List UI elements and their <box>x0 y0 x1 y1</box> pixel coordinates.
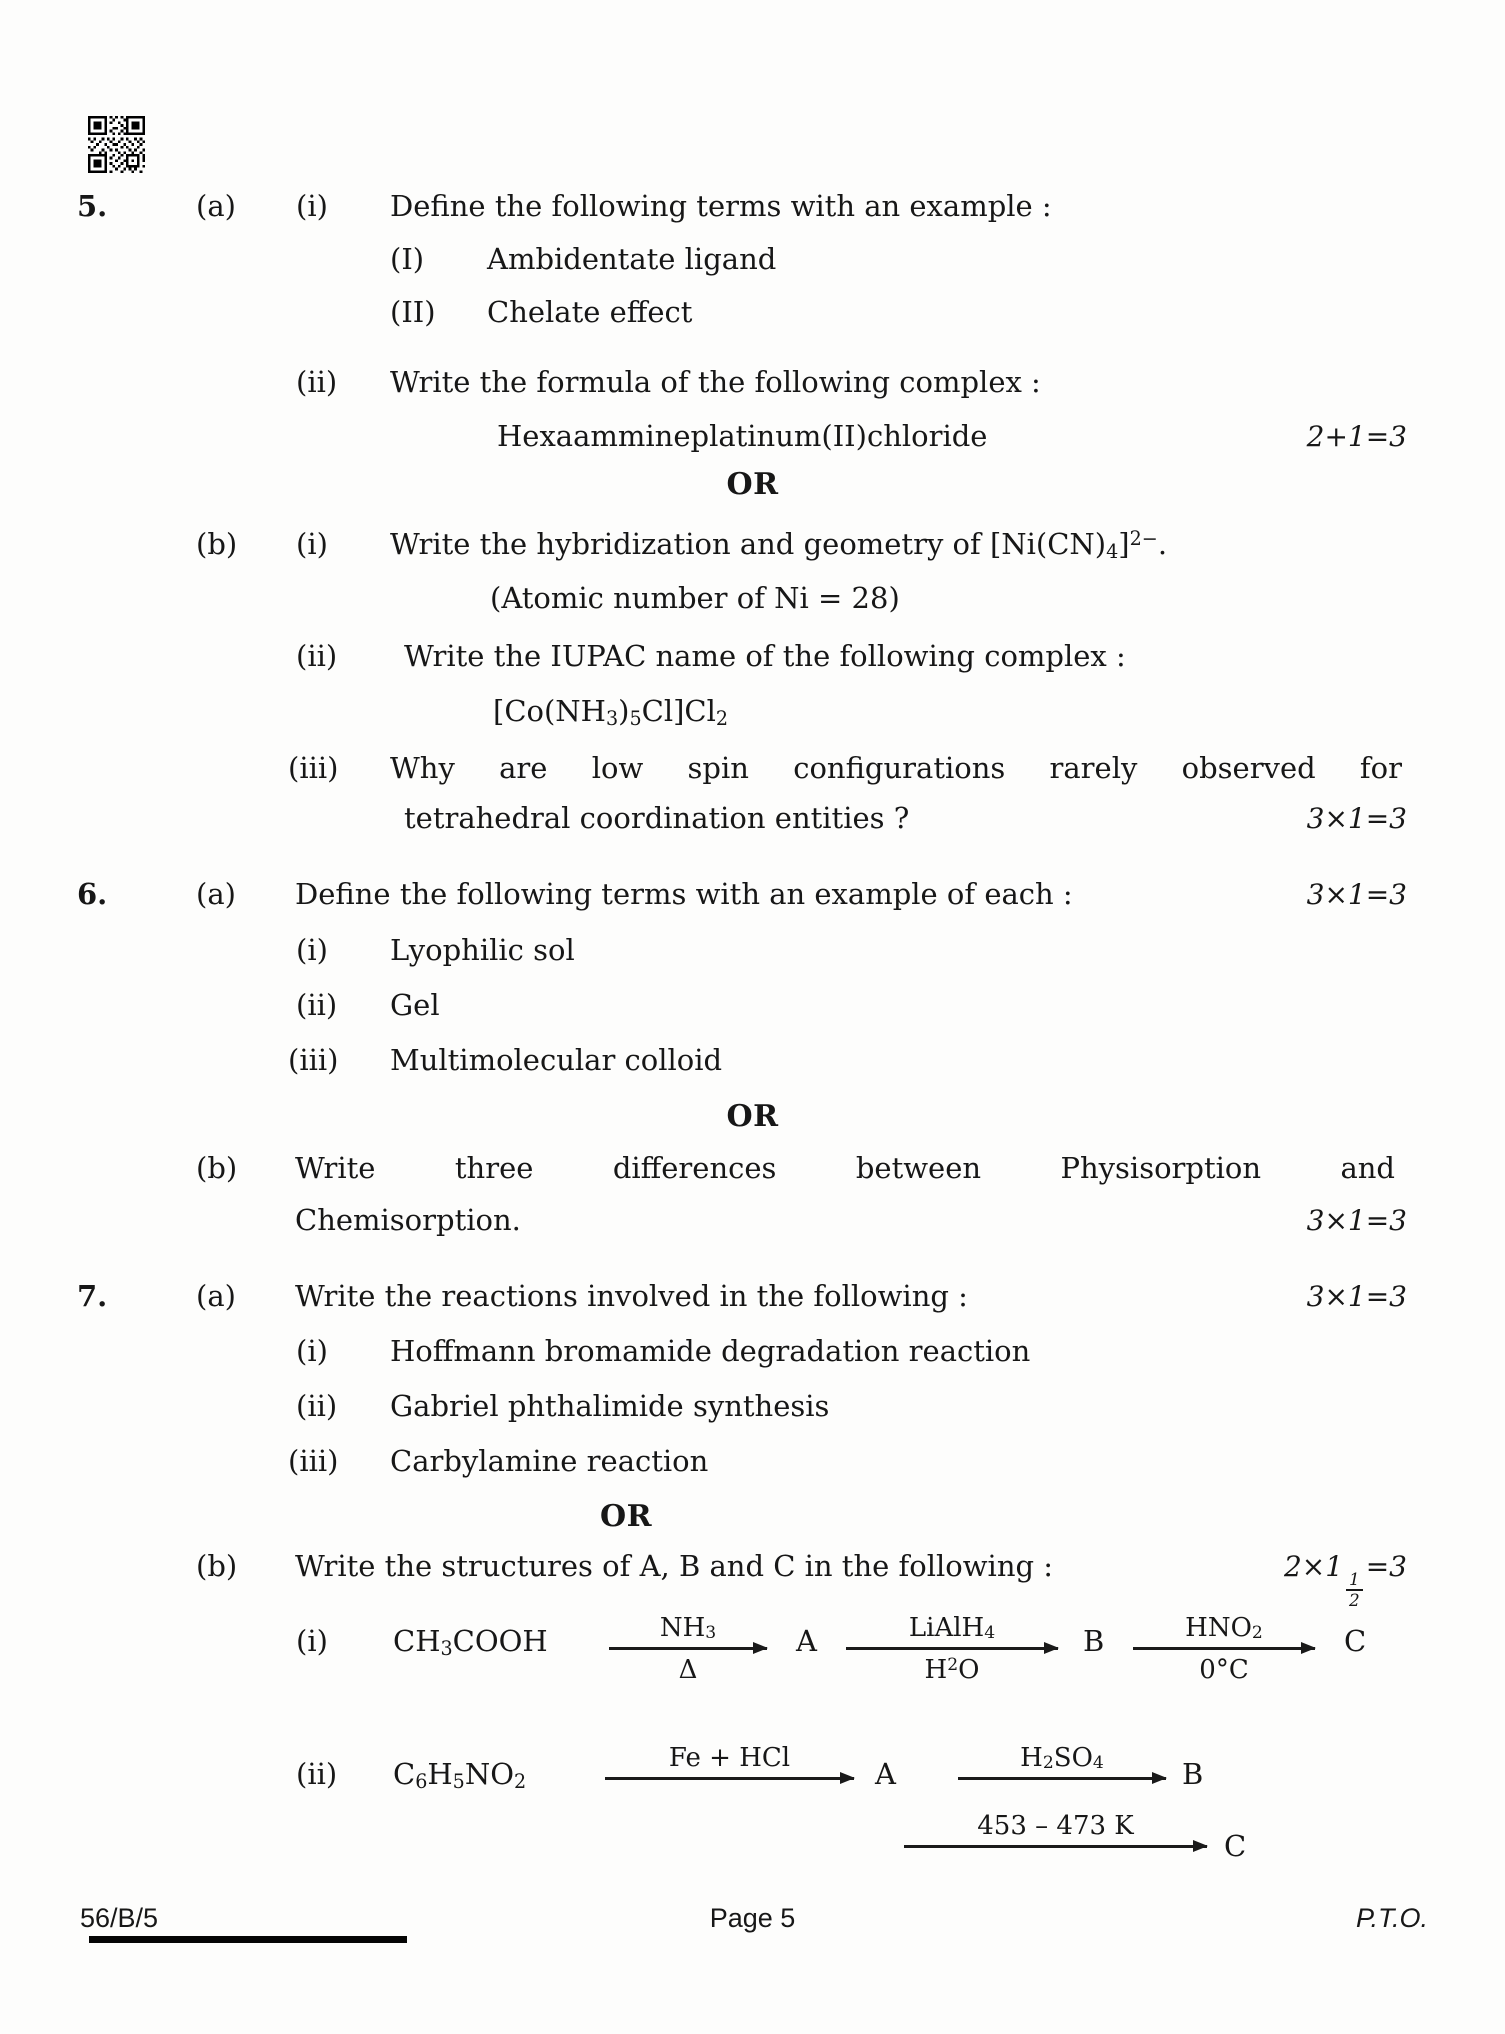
arrow-top-label: 453 – 473 K <box>977 1811 1134 1841</box>
arrow-bottom-label: Δ <box>678 1655 698 1685</box>
q6b-marks: 3×1=3 <box>1306 1204 1407 1237</box>
q6b-line1: Write three differences between Physisorption and <box>295 1151 1395 1185</box>
q7-or-separator: OR <box>600 1499 653 1534</box>
arrow-top-label: LiAlH 4 <box>908 1613 996 1643</box>
qr-code <box>88 116 145 173</box>
q7a-label: (a) <box>196 1279 236 1313</box>
arrow-top-label: HNO 2 <box>1185 1613 1263 1643</box>
arrow-line <box>609 1647 767 1650</box>
q5a-i-text: Define the following terms with an example : <box>390 189 1052 223</box>
reaction-arrow-fe-hcl <box>605 1736 854 1780</box>
arrow-line <box>958 1777 1166 1780</box>
q7a-text: Write the reactions involved in the following : <box>295 1279 968 1313</box>
q7a-i-label: (i) <box>296 1334 328 1368</box>
q5b-i-label: (i) <box>296 527 328 561</box>
q7a-marks: 3×1=3 <box>1306 1280 1407 1313</box>
pto-label: P.T.O. <box>1355 1903 1428 1933</box>
q6a-text: Define the following terms with an example of each : <box>295 877 1073 911</box>
arrow-bottom-label: H 2 O <box>924 1655 980 1685</box>
q5-or-separator: OR <box>726 467 779 502</box>
q6a-ii-text: Gel <box>390 988 440 1022</box>
q5a-I-label: (I) <box>390 242 425 276</box>
q5a-I-text: Ambidentate ligand <box>487 242 777 276</box>
q5b-marks: 3×1=3 <box>1306 802 1407 835</box>
q5b-i-note: (Atomic number of Ni = 28) <box>490 581 900 615</box>
q6b-line2: Chemisorption. <box>295 1203 521 1237</box>
arrow-line <box>605 1777 854 1780</box>
q5a-i-label: (i) <box>296 189 328 223</box>
q5b-label: (b) <box>196 527 238 561</box>
q6a-iii-text: Multimolecular colloid <box>390 1043 723 1077</box>
reaction-arrow-hno2 <box>1133 1606 1315 1685</box>
q5a-ii-label: (ii) <box>296 365 338 399</box>
q7b-marks: 2×1 $\frac{1}{2}$ =3 <box>1283 1550 1407 1610</box>
q6a-label: (a) <box>196 877 236 911</box>
arrow-line <box>904 1845 1207 1848</box>
q5a-ii-text: Write the formula of the following complex : <box>390 365 1041 399</box>
reactant-c6h5no2: C6H5NO2 <box>393 1757 527 1794</box>
arrow-bottom-label: 0°C <box>1199 1655 1249 1685</box>
reaction-arrow-lialh4 <box>846 1606 1058 1685</box>
q5a-complex-name: Hexaammineplatinum(II)chloride <box>497 419 988 453</box>
arrow-top-label: H 2 SO 4 <box>1020 1743 1104 1773</box>
q5b-ii-text: Write the IUPAC name of the following complex : <box>404 639 1126 673</box>
paper-code: 56/B/5 <box>80 1903 159 1933</box>
q5a-marks: 2+1=3 <box>1306 420 1407 453</box>
q7b-i-label: (i) <box>296 1624 328 1658</box>
arrow-top-label: Fe + HCl <box>668 1743 791 1773</box>
q6a-i-label: (i) <box>296 933 328 967</box>
ni-complex-formula: $[Ni(CN)4]^{2-}$. <box>989 527 1168 564</box>
q6b-label: (b) <box>196 1151 238 1185</box>
page-number: Page 5 <box>709 1903 796 1933</box>
half-fraction: $\frac{1}{2}$ <box>1346 1570 1363 1610</box>
product-b2: B <box>1182 1757 1204 1791</box>
q6a-marks: 3×1=3 <box>1306 878 1407 911</box>
q7b-text: Write the structures of A, B and C in the following : <box>295 1549 1054 1583</box>
q7a-iii-text: Carbylamine reaction <box>390 1444 709 1478</box>
q7a-i-text: Hoffmann bromamide degradation reaction <box>390 1334 1031 1368</box>
product-a1: A <box>796 1624 817 1658</box>
q5a-II-label: (II) <box>390 295 436 329</box>
product-b1: B <box>1083 1624 1105 1658</box>
q5b-iii-line1: Why are low spin configurations rarely observed for <box>390 751 1402 785</box>
footer-underline <box>89 1936 407 1943</box>
reaction-arrow-nh3 <box>609 1606 767 1685</box>
q5b-iii-label: (iii) <box>288 751 339 785</box>
q5b-iii-line2: tetrahedral coordination entities ? <box>404 801 910 835</box>
q7-number: 7. <box>77 1279 108 1313</box>
q5b-ii-label: (ii) <box>296 639 338 673</box>
reaction-arrow-h2so4 <box>958 1736 1166 1780</box>
q6a-iii-label: (iii) <box>288 1043 339 1077</box>
q7a-ii-text: Gabriel phthalimide synthesis <box>390 1389 830 1423</box>
q6a-ii-label: (ii) <box>296 988 338 1022</box>
product-a2: A <box>875 1757 896 1791</box>
reaction-arrow-temperature <box>904 1804 1207 1848</box>
q5a-II-text: Chelate effect <box>487 295 693 329</box>
co-complex-formula: [Co(NH3)5Cl]Cl2 <box>493 694 729 731</box>
reactant-ch3cooh: CH3COOH <box>393 1624 548 1661</box>
q7a-ii-label: (ii) <box>296 1389 338 1423</box>
product-c2: C <box>1224 1829 1247 1863</box>
q6-or-separator: OR <box>726 1099 779 1134</box>
arrow-line <box>1133 1647 1315 1650</box>
q7a-iii-label: (iii) <box>288 1444 339 1478</box>
q5-number: 5. <box>77 189 108 223</box>
arrow-line <box>846 1647 1058 1650</box>
q6-number: 6. <box>77 877 108 911</box>
q5a-label: (a) <box>196 189 236 223</box>
q6a-i-text: Lyophilic sol <box>390 933 575 967</box>
arrow-top-label: NH 3 <box>659 1613 717 1643</box>
q5b-i-text: Write the hybridization and geometry of $[Ni(CN)4]^{2-}$. <box>390 527 1168 564</box>
q7b-label: (b) <box>196 1549 238 1583</box>
product-c1: C <box>1344 1624 1367 1658</box>
q7b-ii-label: (ii) <box>296 1757 338 1791</box>
